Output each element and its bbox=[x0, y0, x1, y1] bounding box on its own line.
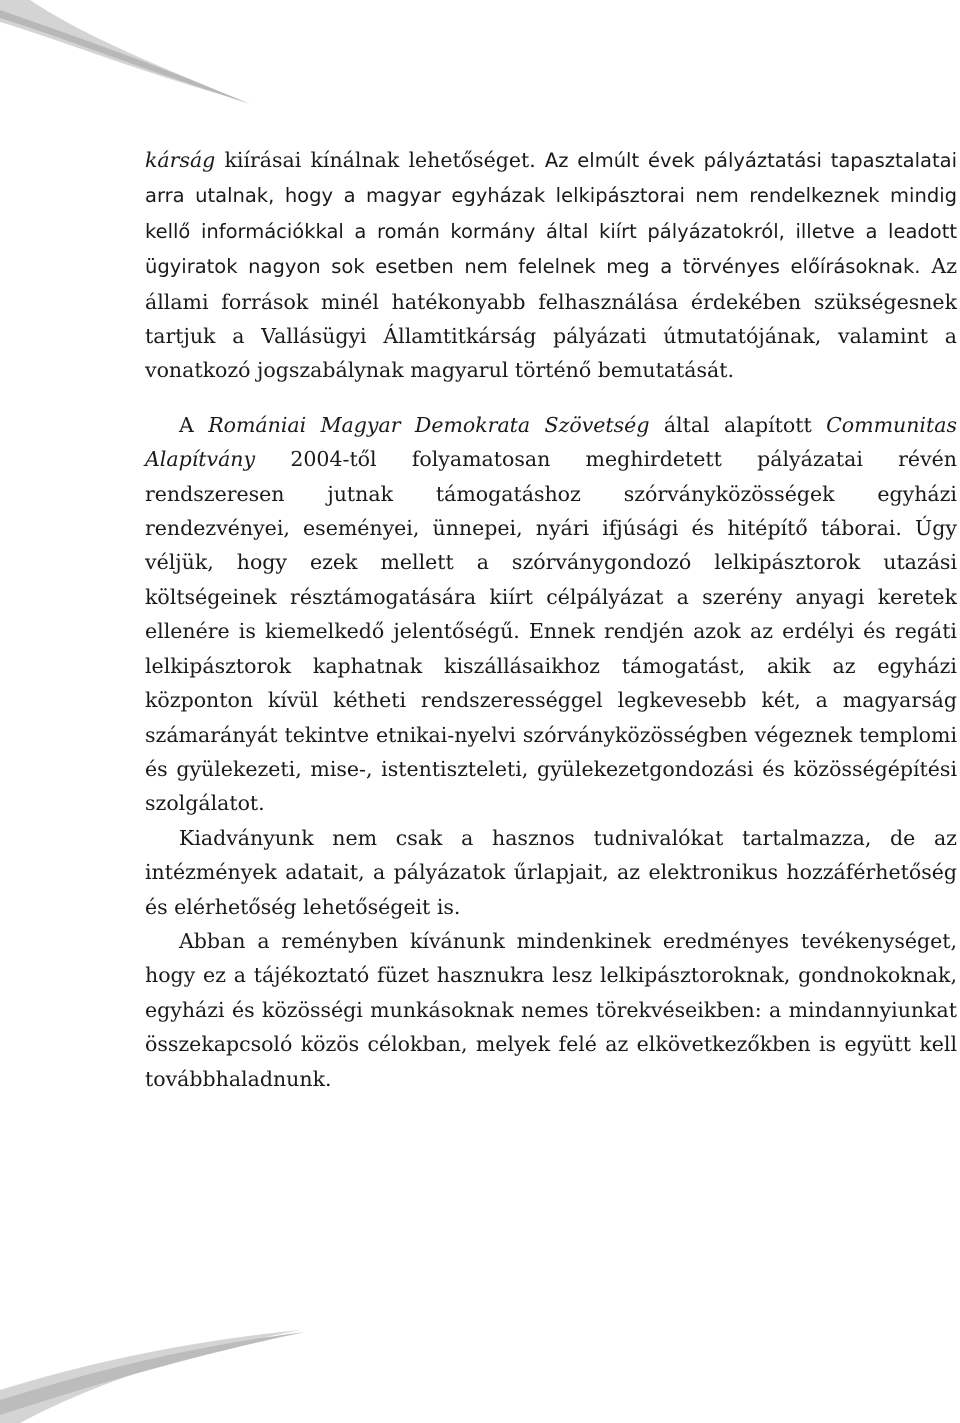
decorative-swoosh-bottom bbox=[0, 1320, 960, 1423]
paragraph-3 bbox=[145, 821, 957, 924]
text-segment: Romániai Magyar Demokrata Szövetség bbox=[208, 412, 650, 437]
text-segment: Communitas Alapítvány bbox=[145, 412, 957, 472]
paragraph-1 bbox=[145, 143, 957, 388]
body-text bbox=[145, 143, 957, 1096]
paragraph-4 bbox=[145, 924, 957, 1096]
text-segment: kiírásai kínálnak lehetőséget. bbox=[215, 148, 545, 172]
text-segment: 2004-től folyamatosan meghirdetett pályázatai révén rendszeresen jutnak támogatáshoz szórványközösségek egyházi rendezvényei, eseményei, ünnepei, nyári ifjúsági és hitépítő táborai. Úgy véljük, hogy ezek mellett a szórványgondozó lelkipásztorok utazási költségeinek résztámogatására kiírt célpályázat a szerény anyagi keretek ellenére is kiemelkedő jelentőségű. Ennek rendjén azok az erdélyi és regáti lelkipásztorok kaphatnak kiszállásaikhoz támogatást, akik az egyházi központon kívül kétheti rendszerességgel legkevesebb két, a magyarság számarányát tekintve etnikai-nyelvi szórványközösségben végeznek templomi és gyülekezeti, mise-, istentiszteleti, gyülekezetgondozási és közösségépítési szolgálatot. bbox=[145, 447, 957, 816]
text-segment: Abban a reményben kívánunk mindenkinek eredményes tevékenységet, hogy ez a tájékoztató füzet hasznukra lesz lelkipásztoroknak, gondnokoknak, egyházi és közösségi munkásoknak nemes törekvéseikben: a mindannyiunkat összekapcsoló közös célokban, melyek felé az elkövetkezőkben is együtt kell továbbhaladnunk. bbox=[145, 928, 957, 1091]
text-segment: Az elmúlt évek pályáztatási tapasztalatai arra utalnak, hogy a magyar egyházak lelkipásztorai nem rendelkeznek mindig kellő információkkal a román kormány által kiírt pályázatokról, illetve a leadott ügyiratok nagyon sok esetben nem felelnek meg a törvényes előírásoknak. bbox=[145, 149, 957, 279]
text-segment: A bbox=[179, 412, 209, 437]
decorative-swoosh-top bbox=[0, 0, 960, 120]
text-segment: Kiadványunk nem csak a hasznos tudnivalókat tartalmazza, de az intézmények adatait, a pályázatok űrlapjait, az elektronikus hozzáférhetőség és elérhetőség lehetőségeit is. bbox=[145, 825, 957, 919]
paragraph-2 bbox=[145, 408, 957, 821]
text-segment: Az állami források minél hatékonyabb felhasználása érdekében szükségesnek tartjuk a Vallásügyi Államtitkárság pályázati útmutatójának, valamint a vonatkozó jogszabálynak magyarul történő bemutatását. bbox=[145, 254, 958, 383]
text-segment: által alapított bbox=[649, 412, 827, 437]
text-segment: kárság bbox=[145, 148, 216, 172]
